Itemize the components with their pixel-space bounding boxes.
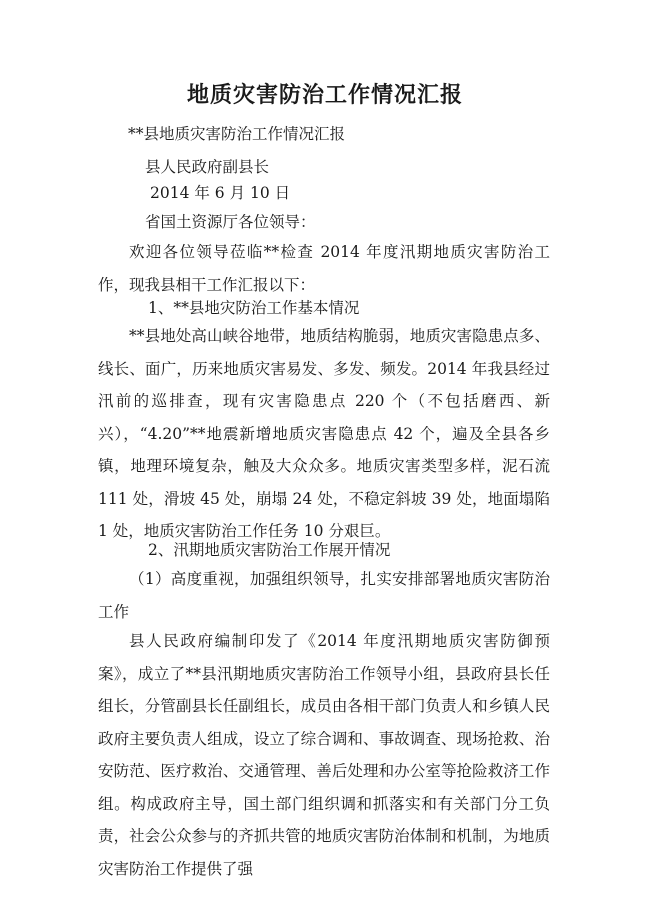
subsection-1-body: 县人民政府编制印发了《2014 年度汛期地质灾害防御预案》，成立了**县汛期地质灾害防治工作领导小组，县政府县长任组长，分管副县长任副组长，成员由各相干部门负责人和乡镇人民政府主要负责人组成，设立了综合调和、事故调查、现场抢救、治安防范、医疗救治、交通管理、善后处理和办公室等抢险救济工作组。构成政府主导，国土部门组织调和抓落实和有关部门分工负责，社会公众参与的齐抓共管的地质灾害防治体制和机制，为地质灾害防治工作提供了强 <box>98 632 550 878</box>
salutation-line: 省国土资源厅各位领导： <box>145 213 316 231</box>
report-subtitle: **县地质灾害防治工作情况汇报 <box>128 125 346 143</box>
speaker-line: 县人民政府副县长 <box>145 158 270 176</box>
intro-paragraph: 欢迎各位领导莅临**检查 2014 年度汛期地质灾害防治工作，现我县相干工作汇报以下： <box>98 243 550 294</box>
date-line: 2014 年 6 月 10 日 <box>150 184 291 202</box>
section-2-heading: 2、汛期地质灾害防治工作展开情况 <box>148 541 391 559</box>
section-1-body: **县地处高山峡谷地带，地质结构脆弱，地质灾害隐患点多、线长、面广，历来地质灾害易发、多发、频发。2014 年我县经过汛前的巡排查，现有灾害隐患点 220 个（不包括磨西、新兴），“4.20”**地震新增地质灾害隐患点 42 个，遍及全县各乡镇，地理环境复杂，触及大众众多。地质灾害类型多样，泥石流 111 处，滑坡 45 处，崩塌 24 处，不稳定斜坡 39 处，地面塌陷 1 处，地质灾害防治工作任务 10 分艰巨。 <box>98 327 550 540</box>
document-title: 地质灾害防治工作情况汇报 <box>186 82 463 108</box>
subsection-1-heading: （1）高度重视，加强组织领导，扎实安排部署地质灾害防治工作 <box>98 570 550 621</box>
section-1-heading: 1、**县地灾防治工作基本情况 <box>148 299 360 317</box>
